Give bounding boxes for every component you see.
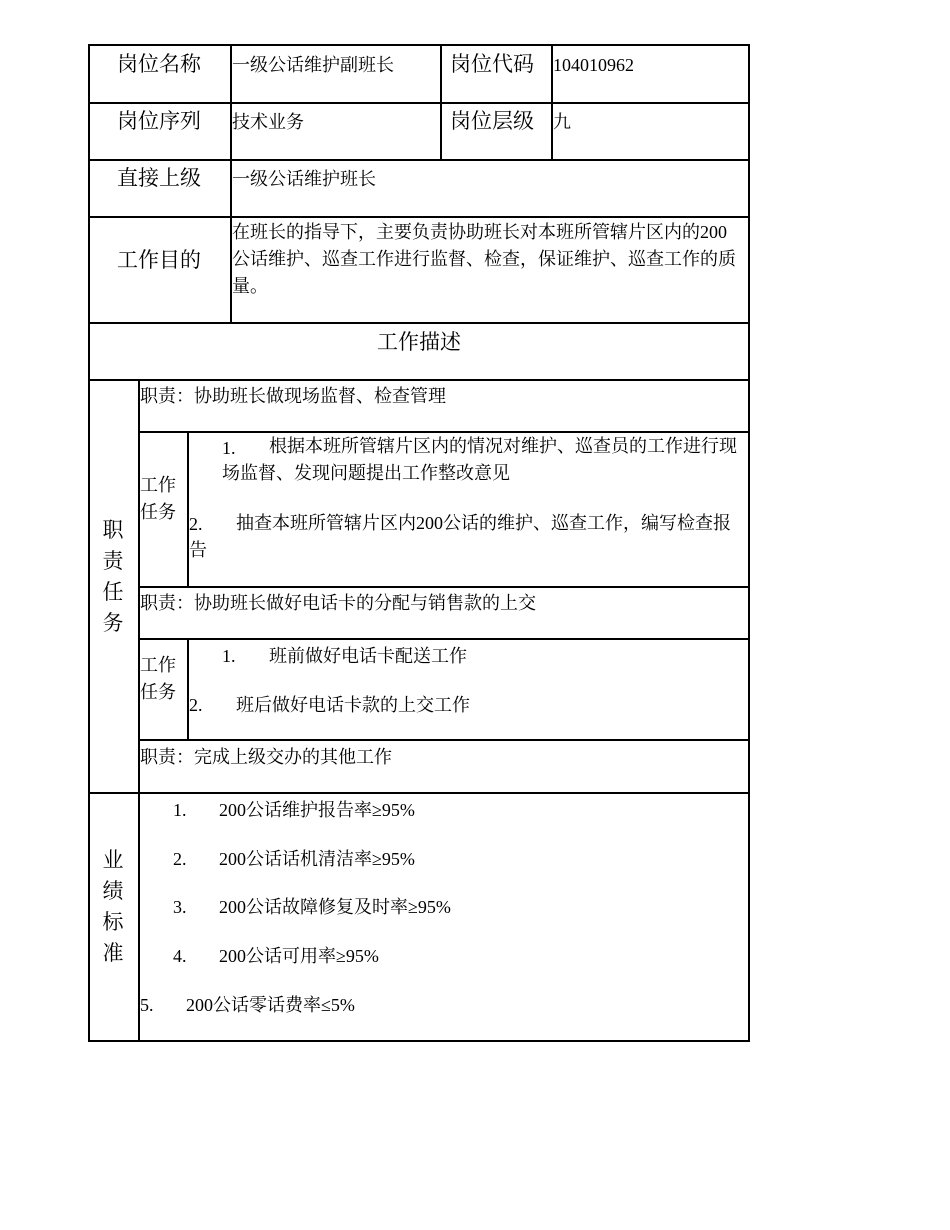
superior-label: 直接上级	[117, 166, 201, 190]
task-text: 班前做好电话卡配送工作	[269, 646, 467, 666]
superior-value: 一级公话维护班长	[232, 169, 376, 189]
standard-number: 3.	[173, 897, 187, 917]
job-description-table	[88, 44, 750, 1042]
duties-label: 职责任务	[102, 518, 124, 635]
section-title: 工作描述	[377, 330, 461, 354]
standard-text: 200公话故障修复及时率≥95%	[219, 897, 451, 917]
post-name-value: 一级公话维护副班长	[232, 55, 394, 75]
row-divider	[139, 586, 750, 588]
purpose-text: 在班长的指导下，主要负责协助班长对本班所管辖片区内的200公话维护、巡查工作进行监督、检查，保证维护、巡查工作的质量。	[232, 222, 736, 296]
duty-title: 职责：完成上级交办的其他工作	[140, 747, 392, 767]
row-divider	[88, 379, 750, 381]
col-divider	[440, 44, 442, 161]
table-border-bottom	[88, 1040, 750, 1042]
post-name-label: 岗位名称	[117, 52, 201, 76]
row-divider	[88, 159, 750, 161]
standard-text: 200公话零话费率≤5%	[186, 995, 355, 1015]
table-border-right	[748, 44, 750, 1042]
duty-title: 职责：协助班长做现场监督、检查管理	[140, 386, 446, 406]
duty-title: 职责：协助班长做好电话卡的分配与销售款的上交	[140, 593, 536, 613]
task-label: 工作任务	[140, 475, 176, 522]
table-border-top	[88, 44, 750, 46]
task-number: 2.	[189, 695, 203, 715]
standard-number: 1.	[173, 800, 187, 820]
task-text: 班后做好电话卡款的上交工作	[236, 695, 470, 715]
standard-number: 4.	[173, 946, 187, 966]
standard-text: 200公话维护报告率≥95%	[219, 800, 415, 820]
post-level-label: 岗位层级	[450, 109, 534, 133]
row-divider	[88, 216, 750, 218]
task-text: 抽查本班所管辖片区内200公话的维护、巡查工作，编写检查报告	[189, 513, 731, 560]
row-divider	[88, 102, 750, 104]
task-number: 1.	[222, 438, 236, 458]
task-text: 根据本班所管辖片区内的情况对维护、巡查员的工作进行现场监督、发现问题提出工作整改意见	[222, 436, 737, 483]
standard-number: 5.	[140, 995, 154, 1015]
task-label: 工作任务	[140, 655, 176, 702]
purpose-label: 工作目的	[117, 248, 201, 272]
post-level-value: 九	[553, 112, 571, 132]
post-code-label: 岗位代码	[450, 52, 534, 76]
row-divider	[139, 739, 750, 741]
table-border-left	[88, 44, 90, 1042]
task-number: 1.	[222, 646, 236, 666]
standard-number: 2.	[173, 849, 187, 869]
col-divider	[187, 638, 189, 741]
post-series-label: 岗位序列	[117, 109, 201, 133]
standards-label: 业绩标准	[102, 848, 124, 965]
post-series-value: 技术业务	[232, 112, 304, 132]
row-divider	[139, 638, 750, 640]
standard-text: 200公话话机清洁率≥95%	[219, 849, 415, 869]
standard-text: 200公话可用率≥95%	[219, 946, 379, 966]
row-divider	[88, 322, 750, 324]
post-code-value: 104010962	[553, 55, 634, 75]
row-divider	[88, 792, 750, 794]
task-number: 2.	[189, 514, 203, 534]
